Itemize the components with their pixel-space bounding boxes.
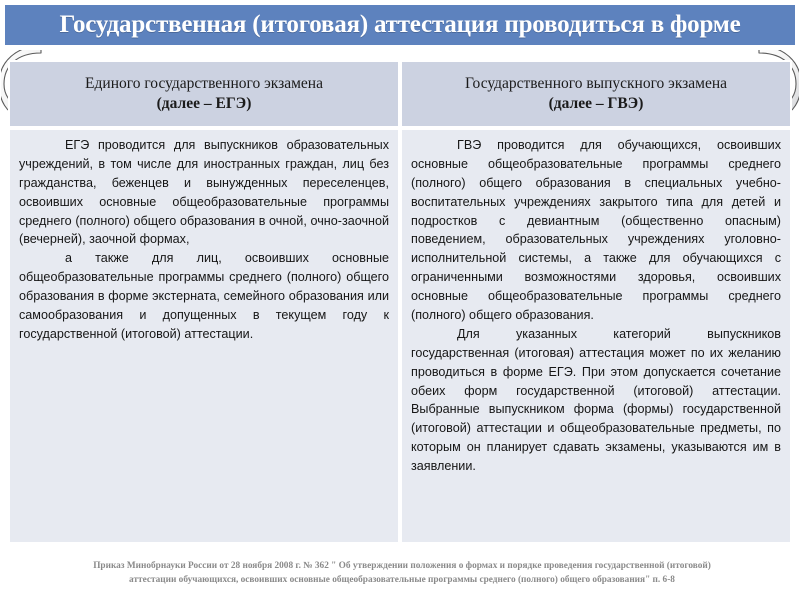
column-body-gve [400, 128, 792, 544]
column-header-gve [400, 60, 792, 128]
table-header-row [8, 60, 792, 128]
column-header-ege-line1: Единого государственного экзамена [85, 75, 323, 93]
page-title: Государственная (итоговая) аттестация проводиться в форме [59, 11, 741, 38]
column-body-ege [8, 128, 400, 544]
ege-paragraph-1: ЕГЭ проводится для выпускников образовательных учреждений, в том числе для иностранных граждан, лиц без гражданства, беженцев и вынужденных переселенцев, освоивших основные общеобразовательные программы среднего (полного) общего образования в очной, очно-заочной (вечерней), заочной формах, [19, 138, 389, 247]
column-header-ege [8, 60, 400, 128]
source-note-line1: Приказ Минобрнауки России от 28 ноября 2008 г. № 362 " Об утверждении положения о формах и порядке проведения государственной (итоговой) [93, 561, 711, 571]
source-note-line2: аттестации обучающихся, освоивших основные общеобразовательные программы среднего (полного) общего образования" п. 6-8 [129, 575, 675, 586]
column-header-gve-line2: (далее – ГВЭ) [548, 95, 644, 112]
column-header-gve-line1: Государственного выпускного экзамена [464, 75, 728, 93]
gve-paragraph-2: Для указанных категорий выпускников государственная (итоговая) аттестация может по их желанию проводиться в форме ЕГЭ. При этом допускается сочетание обеих форм государственной (итоговой) аттестации. Выбранные выпускником форма (формы) государственной (итоговой) аттестации и общеобразовательные предметы, по которым он планирует сдавать экзамены, указываются им в заявлении. [411, 326, 781, 474]
table-body-row [8, 128, 792, 544]
comparison-table [8, 60, 792, 544]
ege-paragraph-2: а также для лиц, освоивших основные общеобразовательные программы среднего (полного) общего образования в форме экстерната, семейного образования или самообразования и допущенных в текущем году к государственной (итоговой) аттестации. [19, 251, 389, 341]
slide-title-banner [5, 5, 795, 45]
source-note [26, 559, 778, 588]
gve-paragraph-1: ГВЭ проводится для обучающихся, освоивших основные общеобразовательные программы среднего (полного) общего образования в специальных учебно-воспитательных учреждениях закрытого типа для детей и подростков с девиантным (общественно опасным) поведением, образовательных учреждениях уголовно-исполнительной системы, а также для обучающихся с ограниченными возможностями здоровья, освоивших основные общеобразовательные программы среднего (полного) общего образования. [411, 138, 781, 323]
column-header-ege-line2: (далее – ЕГЭ) [156, 95, 252, 112]
